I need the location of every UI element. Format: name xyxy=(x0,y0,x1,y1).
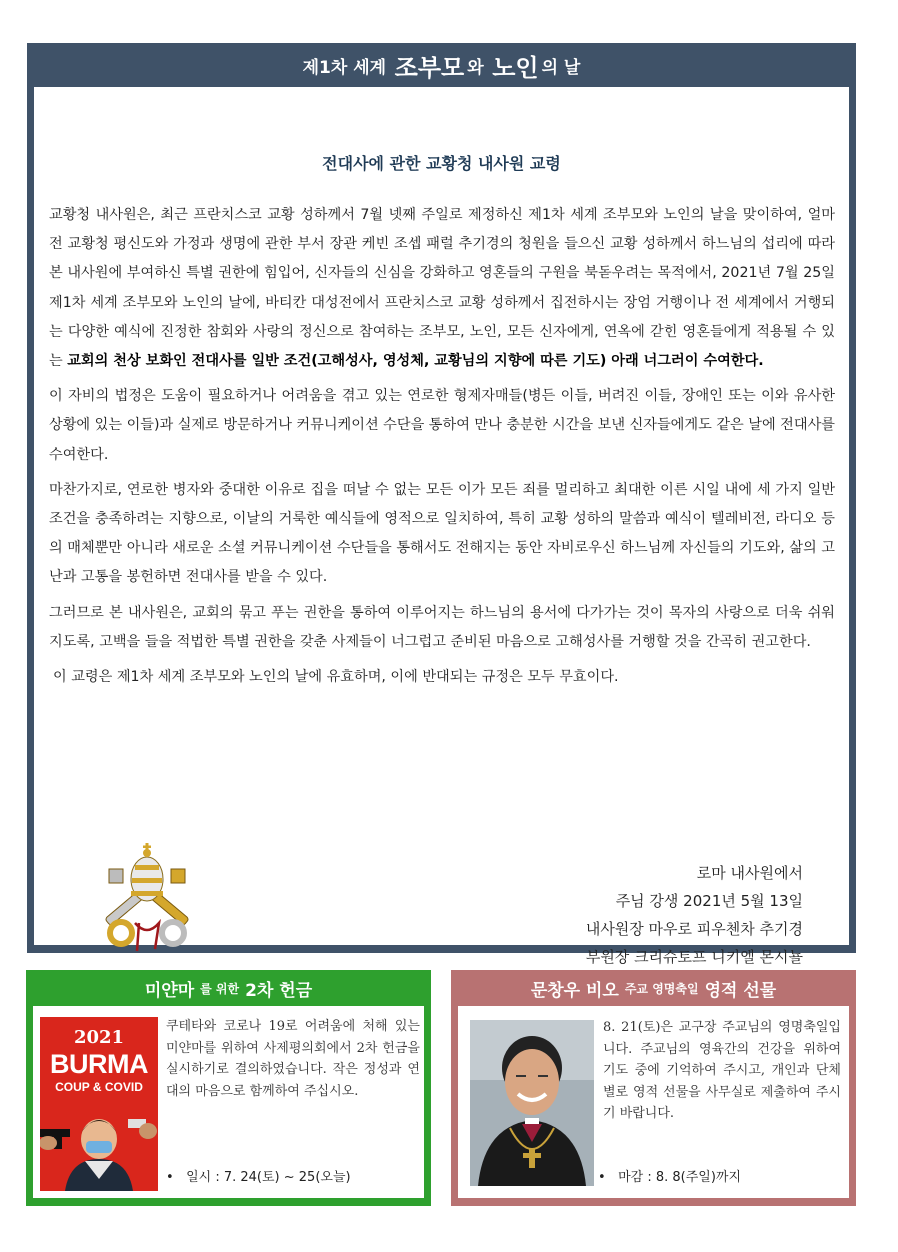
poster-illustration-icon xyxy=(40,1099,158,1191)
page-title xyxy=(27,43,856,87)
bishop-deadline-text: 마감 : 8. 8(주일)까지 xyxy=(618,1170,742,1185)
bishop-feast-box xyxy=(451,970,856,1206)
title-part-5: 의 날 xyxy=(541,57,581,78)
bishop-box-title xyxy=(451,970,856,1006)
decree-body xyxy=(34,87,849,966)
title-part-1: 제1차 세계 xyxy=(302,57,387,78)
decree-subtitle: 전대사에 관한 교황청 내사원 교령 xyxy=(322,154,561,173)
bishop-title-c: 영적 선물 xyxy=(704,980,777,1001)
decree-paragraph-2: 이 자비의 법정은 도움이 필요하거나 어려움을 겪고 있는 연로한 형제자매들(병든 이들, 버려진 이들, 장애인 또는 이와 유사한 상황에 있는 이들)과 실제로 방문하거나 커뮤니케이션 수단을 통하여 만나 충분한 시간을 보낸 신자들에게도 같은 날에 전대사를 수여한다. xyxy=(49,388,835,463)
myanmar-title-c: 2차 헌금 xyxy=(245,980,313,1001)
paragraph-1-bold: 교회의 천상 보화인 전대사를 일반 조건(고해성사, 영성체, 교황님의 지향에 따른 기도) 아래 너그러이 수여한다. xyxy=(67,353,764,370)
myanmar-box-body xyxy=(33,1006,424,1198)
title-part-4: 노인 xyxy=(492,53,539,82)
poster-subtitle: COUP & COVID xyxy=(55,1080,143,1094)
title-part-2: 조부모 xyxy=(394,53,465,82)
poster-year: 2021 xyxy=(73,1027,125,1048)
bishop-description: 8. 21(토)은 교구장 주교님의 영명축일입니다. 주교님의 영육간의 건강을 위하여 기도 중에 기억하여 주시고, 개인과 단체별로 영적 선물을 사무실로 제출하여 주시기 바랍니다. xyxy=(603,1020,841,1121)
bishop-portrait-image xyxy=(470,1020,594,1186)
signature-prefect: 내사원장 마우로 피우첸차 추기경 xyxy=(585,920,803,938)
decree-frame xyxy=(27,43,856,966)
decree-paragraph-1 xyxy=(49,201,835,376)
decree-paragraph-3: 마찬가지로, 연로한 병자와 중대한 이유로 집을 떠날 수 없는 모든 이가 모든 죄를 멀리하고 최대한 이른 시일 내에 세 가지 일반 조건을 충족하려는 지향으로, 이날의 거룩한 예식들에 영적으로 일치하여, 특히 교황 성하의 말씀과 예식이 텔레비전, 라디오 등의 매체뿐만 아니라 새로운 소셜 커뮤니케이션 수단들을 통해서도 전해지는 동안 자비로우신 하느님께 자신들의 기도와, 삶의 고난과 고통을 봉헌하면 전대사를 받을 수 있다. xyxy=(49,481,835,586)
paragraph-1-text: 교황청 내사원은, 최근 프란치스코 교황 성하께서 7월 넷째 주일로 제정하신 제1차 세계 조부모와 노인의 날을 맞이하여, 얼마 전 교황청 평신도와 가정과 생명에 관한 부서 장관 케빈 조셉 패럴 추기경의 청원을 들으신 교황 성하께서 하느님의 섭리에 따라 본 내사원에 부여하신 특별 권한에 힘입어, 신자들의 신심을 강화하고 영혼들의 구원을 북돋우려는 목적에서, 2021년 7월 25일 제1차 세계 조부모와 노인의 날에, 바티칸 대성전에서 프란치스코 교황 성하께서 집전하시는 장엄 거행이나 전 세계에서 거행되는 다양한 예식에 진정한 참회와 사랑의 정신으로 참여하는 조부모, 노인, 모든 신자에게, 연옥에 갇힌 영혼들에게 적용될 수 있는 xyxy=(49,207,835,370)
bishop-box-body xyxy=(458,1006,849,1198)
bishop-portrait-illustration xyxy=(470,1020,594,1186)
myanmar-collection-box xyxy=(26,970,431,1206)
decree-paragraph-4: 그러므로 본 내사원은, 교회의 묶고 푸는 권한을 통하여 이루어지는 하느님의 용서에 다가가는 것이 목자의 사랑으로 더욱 쉬워지도록, 고백을 들을 적법한 특별 권한을 갖춘 사제들이 너그럽고 준비된 마음으로 고해성사를 거행할 것을 간곡히 권고한다. xyxy=(49,604,835,650)
bishop-title-b: 주교 영명축일 xyxy=(624,981,699,996)
bishop-title-a: 문창우 비오 xyxy=(530,980,619,1001)
signature-place: 로마 내사원에서 xyxy=(696,864,803,882)
signature-block xyxy=(586,859,803,971)
signature-regent: 부원장 크리슈토프 니키엘 몬시뇰 xyxy=(585,948,803,966)
burma-poster-image xyxy=(40,1017,158,1191)
myanmar-title-b: 를 위한 xyxy=(200,981,240,996)
signature-date: 주님 강생 2021년 5월 13일 xyxy=(615,892,803,910)
decree-content xyxy=(49,201,835,698)
myanmar-box-title xyxy=(26,970,431,1006)
myanmar-title-a: 미얀마 xyxy=(144,980,195,1001)
papal-seal-icon xyxy=(97,837,197,957)
bullet-dot-icon: • xyxy=(166,1170,174,1185)
title-part-3: 와 xyxy=(467,57,484,78)
myanmar-date-bullet xyxy=(166,1166,351,1185)
bullet-dot-icon: • xyxy=(598,1170,606,1185)
myanmar-description: 쿠테타와 코로나 19로 어려움에 처해 있는 미얀마를 위하여 사제평의회에서 2차 헌금을 실시하기로 결의하였습니다. 작은 정성과 연대의 마음으로 함께하여 주십시오. xyxy=(166,1019,420,1099)
decree-paragraph-5: 이 교령은 제1차 세계 조부모와 노인의 날에 유효하며, 이에 반대되는 규정은 모두 무효이다. xyxy=(53,669,619,686)
myanmar-date-text: 일시 : 7. 24(토) ~ 25(오늘) xyxy=(186,1170,351,1185)
bishop-deadline-bullet xyxy=(598,1166,741,1185)
poster-title: BURMA xyxy=(50,1049,148,1079)
